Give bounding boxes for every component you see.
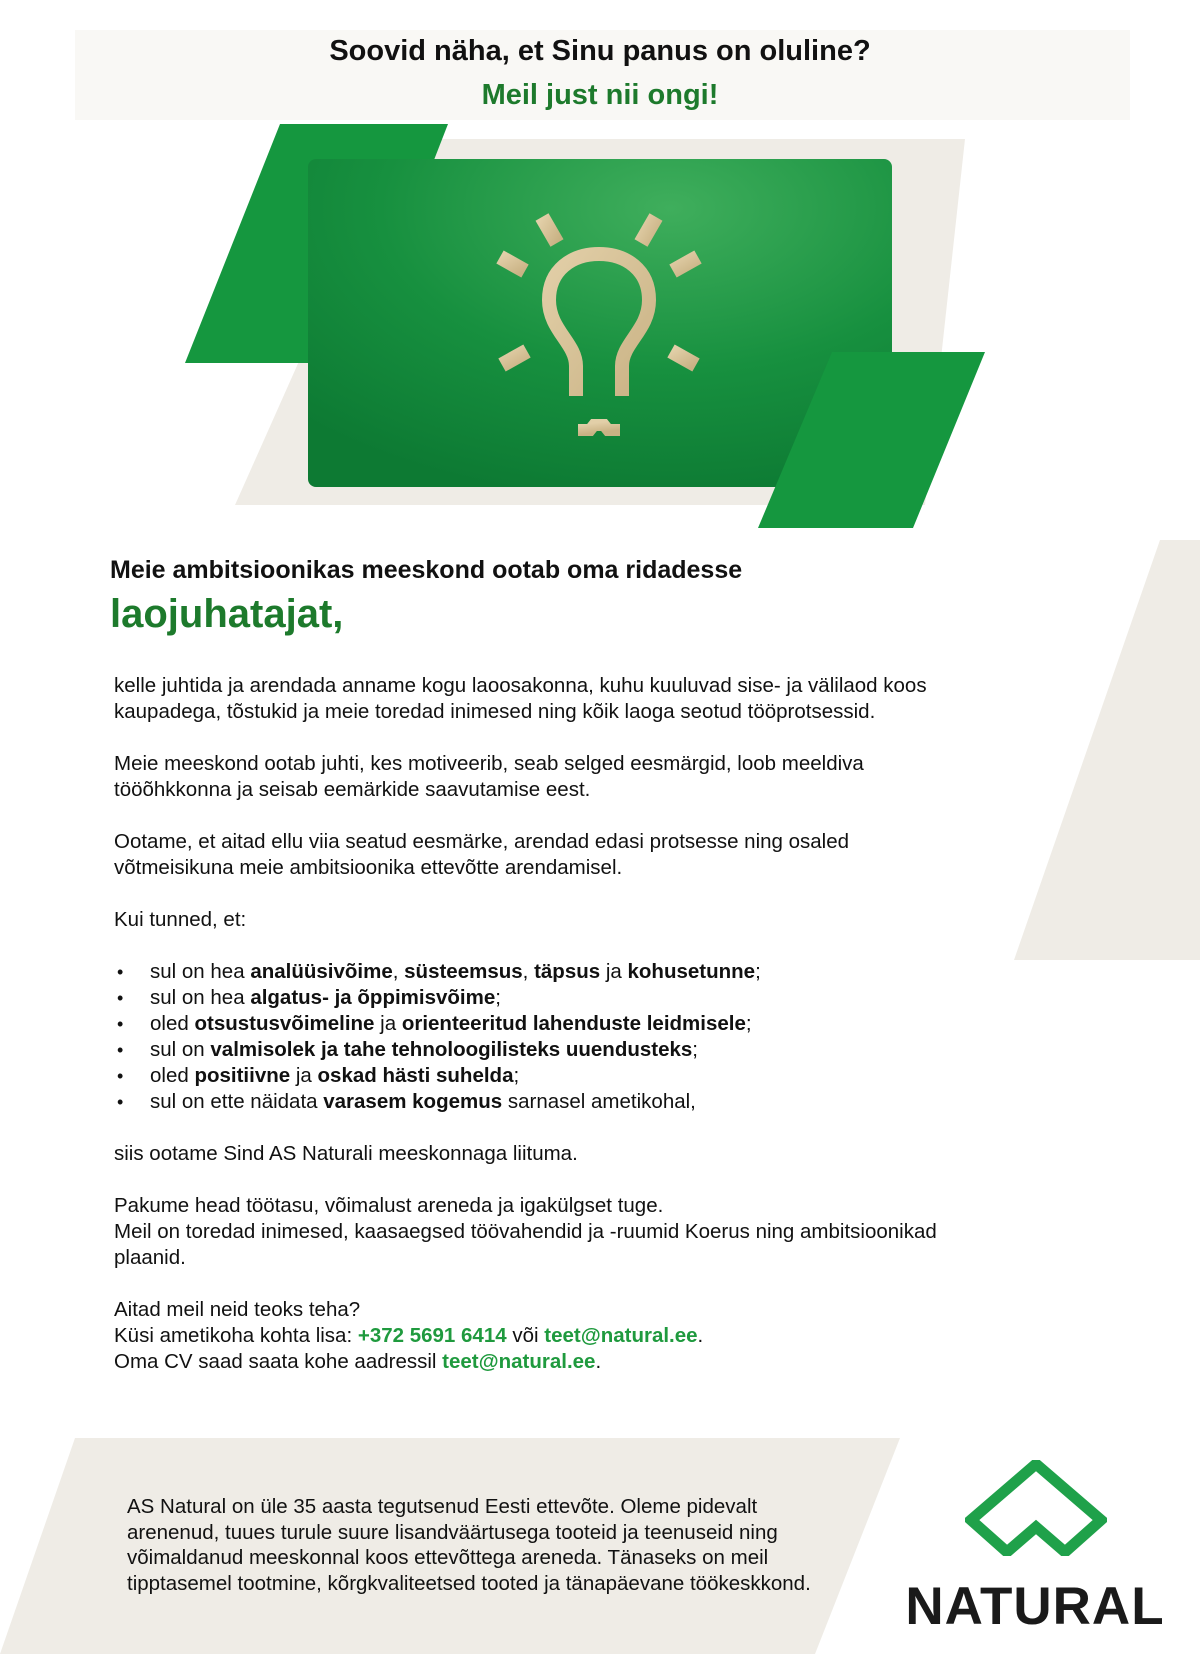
cv-end: . — [595, 1350, 602, 1373]
req-bold: valmisolek ja tahe tehnoloogilisteks uuendusteks — [210, 1038, 693, 1061]
req-text: ja — [374, 1012, 402, 1035]
req-text: ja — [600, 960, 628, 983]
company-description: AS Natural on üle 35 aasta tegutsenud Eesti ettevõte. Oleme pidevalt arenenud, tuues turule suure lisandväärtusega tooteid ja teenuseid ning võimaldanud meeskonnal koos ettevõttega areneda. Tänaseks on meil tipptasemel tootmine, kõrgkvaliteetsed tooted ja tänapäevane töökeskkond. — [127, 1495, 811, 1595]
paragraph-offer — [114, 1193, 964, 1271]
req-text: ; — [513, 1064, 520, 1087]
req-bold: orienteeritud lahenduste leidmisele — [401, 1012, 746, 1035]
req-text: sul on ette näidata — [150, 1090, 324, 1113]
list-item — [114, 959, 964, 985]
job-title: laojuhatajat, — [110, 592, 344, 636]
req-text: ; — [745, 1012, 752, 1035]
req-text: ; — [692, 1038, 698, 1061]
natural-logo-icon — [965, 1460, 1107, 1556]
req-text: ; — [755, 960, 761, 983]
req-text: oled — [150, 1012, 195, 1035]
contact-question: Aitad meil neid teoks teha? — [114, 1298, 361, 1321]
requirements-lead: Kui tunned, et: — [114, 908, 247, 931]
req-bold: oskad hästi suhelda — [317, 1064, 514, 1087]
req-bold: otsustusvõimeline — [194, 1012, 375, 1035]
req-bold: varasem kogemus — [323, 1090, 503, 1113]
natural-logo-wordmark: NATURAL — [905, 1577, 1165, 1636]
req-text: , — [522, 960, 535, 983]
paragraph-scope: kelle juhtida ja arendada anname kogu laoosakonna, kuhu kuuluvad sise- ja välilaod koos kaupadega, tõstukid ja meie toredad inimesed ning kõik laoga seotud tööprotsessid. — [114, 674, 927, 723]
phone-link[interactable]: +372 5691 6414 — [357, 1324, 507, 1347]
cv-email-link[interactable]: teet@natural.ee — [442, 1350, 596, 1373]
req-text: ; — [495, 986, 501, 1009]
list-item — [114, 1011, 964, 1037]
req-bold: süsteemsus — [404, 960, 523, 983]
req-text: , — [392, 960, 405, 983]
contact-mid: või — [506, 1324, 545, 1347]
req-text: sul on hea — [150, 960, 251, 983]
headline: Soovid näha, et Sinu panus on oluline? — [329, 35, 871, 67]
email-link[interactable]: teet@natural.ee — [544, 1324, 698, 1347]
req-bold: algatus- ja õppimisvõime — [250, 986, 496, 1009]
intro-line: Meie ambitsioonikas meeskond ootab oma ridadesse — [110, 556, 743, 584]
req-text: ja — [290, 1064, 318, 1087]
contact-prefix: Küsi ametikoha kohta lisa: — [114, 1324, 358, 1347]
contact-end: . — [697, 1324, 704, 1347]
cv-prefix: Oma CV saad saata kohe aadressil — [114, 1350, 443, 1373]
list-item — [114, 1037, 964, 1063]
req-text: sarnasel ametikohal, — [502, 1090, 696, 1113]
req-text: sul on hea — [150, 986, 251, 1009]
paragraph-join: siis ootame Sind AS Naturali meeskonnaga liituma. — [114, 1142, 578, 1165]
req-bold: täpsus — [534, 960, 601, 983]
hero-illustration — [0, 120, 1200, 540]
list-item — [114, 1089, 964, 1115]
req-bold: kohusetunne — [627, 960, 756, 983]
body-text — [114, 673, 964, 1401]
right-decor-shape — [1010, 540, 1200, 960]
offer-line-1: Pakume head töötasu, võimalust areneda ja igakülgset tuge. — [114, 1194, 664, 1217]
list-item — [114, 985, 964, 1011]
requirements-list — [114, 959, 964, 1115]
subheadline: Meil just nii ongi! — [481, 79, 719, 111]
list-item — [114, 1063, 964, 1089]
req-bold: positiivne — [194, 1064, 291, 1087]
paragraph-team: Meie meeskond ootab juhti, kes motiveerib, seab selged eesmärgid, loob meeldiva tööõhkkonna ja seisab eemärkide saavutamise eest. — [114, 752, 864, 801]
paragraph-contact — [114, 1297, 964, 1375]
req-text: oled — [150, 1064, 195, 1087]
req-bold: analüüsivõime — [250, 960, 393, 983]
offer-line-2: Meil on toredad inimesed, kaasaegsed töövahendid ja -ruumid Koerus ning ambitsioonikad plaanid. — [114, 1220, 937, 1269]
req-text: sul on — [150, 1038, 211, 1061]
paragraph-goals: Ootame, et aitad ellu viia seatud eesmärke, arendad edasi protsesse ning osaled võtmeisikuna meie ambitsioonika ettevõtte arendamisel. — [114, 830, 850, 879]
